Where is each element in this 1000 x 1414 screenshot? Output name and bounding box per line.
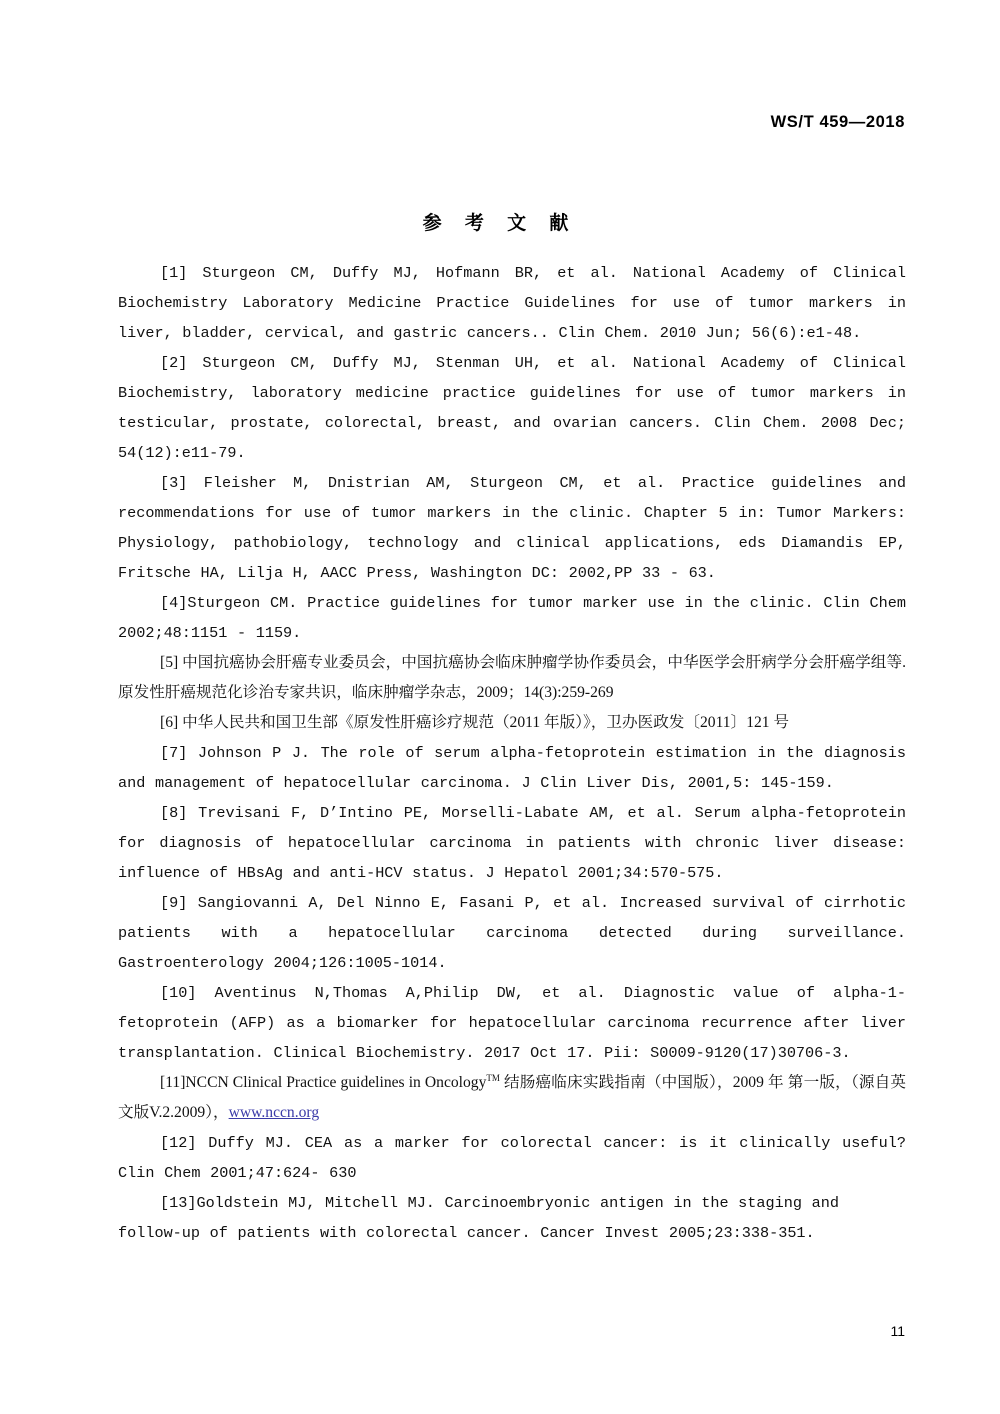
reference-item: [8] Trevisani F, D’Intino PE, Morselli-Labate AM, et al. Serum alpha-fetoprotein for diagnosis of hepatocellular carcinoma in patients with chronic liver disease: influence of HBsAg and anti-HCV status. J Hepatol 2001;34:570-575. [118, 804, 906, 882]
reference-item: [1] Sturgeon CM, Duffy MJ, Hofmann BR, et al. National Academy of Clinical Biochemistry Laboratory Medicine Practice Guidelines for use of tumor markers in liver, bladder, cervical, and gastric cancers.. Clin Chem. 2010 Jun; 56(6):e1-48. [118, 264, 906, 342]
reference-item: [10] Aventinus N,Thomas A,Philip DW, et al. Diagnostic value of alpha-1-fetoprotein (AFP) as a biomarker for hepatocellular carcinoma recurrence after liver transplantation. Clinical Biochemistry. 2017 Oct 17. Pii: S0009-9120(17)30706-3. [118, 984, 906, 1062]
reference-item: [9] Sangiovanni A, Del Ninno E, Fasani P, et al. Increased survival of cirrhotic patients with a hepatocellular carcinoma detected during surveillance. Gastroenterology 2004;126:1005-1014. [118, 894, 906, 972]
references-list [118, 258, 906, 1248]
reference-item: [5] 中国抗癌协会肝癌专业委员会，中国抗癌协会临床肿瘤学协作委员会，中华医学会肝病学分会肝癌学组等. 原发性肝癌规范化诊治专家共识，临床肿瘤学杂志，2009；14(3):259-269 [118, 654, 906, 701]
reference-item: [3] Fleisher M, Dnistrian AM, Sturgeon CM, et al. Practice guidelines and recommendations for use of tumor markers in the clinic. Chapter 5 in: Tumor Markers: Physiology, pathobiology, technology and clinical applications, eds Diamandis EP, Fritsche HA, Lilja H, AACC Press, Washington DC: 2002,PP 33 - 63. [118, 474, 906, 582]
reference-item: [12] Duffy MJ. CEA as a marker for colorectal cancer: is it clinically useful? Clin Chem 2001;47:624- 630 [118, 1134, 906, 1182]
reference-item: [13]Goldstein MJ, Mitchell MJ. Carcinoembryonic antigen in the staging and follow-up of patients with colorectal cancer. Cancer Invest 2005;23:338-351. [118, 1194, 839, 1242]
nccn-website-link[interactable]: www.nccn.org [228, 1104, 320, 1121]
reference-item: [6] 中华人民共和国卫生部《原发性肝癌诊疗规范（2011 年版）》，卫办医政发〔2011〕121 号 [160, 714, 790, 731]
page-number: 11 [890, 1323, 905, 1339]
reference-text-middle: 结肠癌临床实践指南（中国版），2009 年 第一版，（源自英文版V.2.2009）， [118, 1074, 906, 1121]
page-header-standard-code: WS/T 459—2018 [770, 113, 905, 131]
trademark-superscript: TM [486, 1072, 500, 1083]
page-title: 参 考 文 献 [422, 213, 578, 234]
reference-item: [7] Johnson P J. The role of serum alpha-fetoprotein estimation in the diagnosis and management of hepatocellular carcinoma. J Clin Liver Dis, 2001,5: 145-159. [118, 744, 906, 792]
reference-item: [2] Sturgeon CM, Duffy MJ, Stenman UH, et al. National Academy of Clinical Biochemistry, laboratory medicine practice guidelines for use of tumor markers in testicular, prostate, colorectal, breast, and ovarian cancers. Clin Chem. 2008 Dec; 54(12):e11-79. [118, 354, 906, 462]
reference-item-with-link [118, 1068, 906, 1128]
reference-text-before-link: [11]NCCN Clinical Practice guidelines in Oncology [160, 1074, 487, 1091]
reference-item: [4]Sturgeon CM. Practice guidelines for tumor marker use in the clinic. Clin Chem 2002;48:1151 - 1159. [118, 594, 906, 642]
